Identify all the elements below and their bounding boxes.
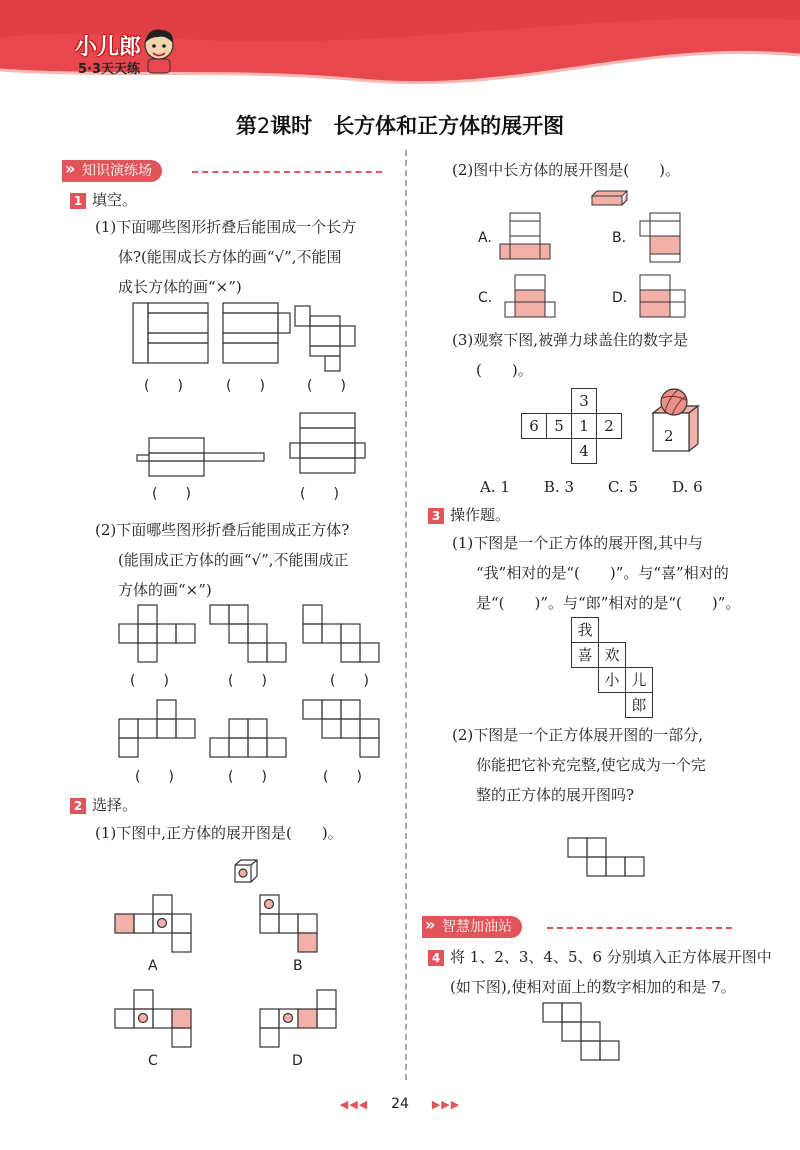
q2-cuboid-icon <box>590 188 630 208</box>
q2-cube-icon <box>232 857 260 885</box>
q2-part1-text: (1)下图中,正方体的展开图是( )。 <box>95 824 343 842</box>
cuboid-choice-a <box>500 213 550 259</box>
choice-net-a <box>115 895 191 952</box>
q2-part3-text: (3)观察下图,被弹力球盖住的数字是 ( )。 <box>452 331 689 379</box>
column-divider <box>405 150 407 1080</box>
cube-net-a <box>119 605 195 662</box>
digit-cell: 6 <box>521 413 547 439</box>
q1-part2-text: (2)下面哪些图形折叠后能围成正方体? (能围成正方体的画“√”,不能围成正 方体的画“×”) <box>95 521 350 599</box>
cuboid-net-4 <box>137 438 264 476</box>
q1-answer-blank[interactable]: ( ) <box>135 769 174 785</box>
choice-net-b <box>260 895 317 952</box>
cuboid-net-1 <box>133 303 208 363</box>
choice-net-c <box>115 990 191 1047</box>
char-net <box>571 617 671 717</box>
cuboid-choice-label-a: A. <box>478 230 492 246</box>
cuboid-net-2 <box>223 303 290 363</box>
cuboid-choice-label-b: B. <box>612 230 627 246</box>
char-cell: 小 <box>598 667 626 693</box>
digit-cell: 3 <box>571 388 597 414</box>
choice-label-a: A <box>148 958 158 974</box>
logo-sub: 5·3天天练 <box>78 62 141 77</box>
q3-part2-text: (2)下图是一个正方体展开图的一部分, 你能把它补充完整,使它成为一个完 整的正方体的展开图吗? <box>452 726 706 804</box>
q2-part2-text: (2)图中长方体的展开图是( )。 <box>452 161 680 179</box>
partial-cube-net <box>565 835 650 880</box>
q2-choice-nets <box>110 890 350 1060</box>
cube-net-d <box>119 700 195 757</box>
char-cell: 喜 <box>571 642 599 668</box>
cube-net-e <box>210 719 286 757</box>
q2-cuboid-nets <box>495 210 695 320</box>
q1-answer-blank[interactable]: ( ) <box>144 378 183 394</box>
q4-cube-net <box>540 1000 630 1065</box>
q1-answer-blank[interactable]: ( ) <box>130 673 169 689</box>
q1-answer-blank[interactable]: ( ) <box>228 769 267 785</box>
cuboid-choice-label-d: D. <box>612 290 628 306</box>
q1-answer-blank[interactable]: ( ) <box>152 486 191 502</box>
cuboid-net-5 <box>290 413 365 473</box>
char-cell: 郎 <box>625 692 653 718</box>
q2-part3-choices: A. 1 B. 3 C. 5 D. 6 <box>480 478 703 496</box>
char-cell: 我 <box>571 617 599 643</box>
q4-text: 4 将 1、2、3、4、5、6 分别填入正方体展开图中 (如下图),使相对面上的数字相加的和是 7。 <box>428 942 772 1002</box>
q1-answer-blank[interactable]: ( ) <box>307 378 346 394</box>
q1-heading: 1 填空。 <box>70 185 137 215</box>
choice-label-d: D <box>292 1053 303 1069</box>
digit-cell: 2 <box>596 413 622 439</box>
cube-with-ball <box>648 386 708 456</box>
logo-main: 小儿郎 <box>75 35 142 60</box>
char-cell: 儿 <box>625 667 653 693</box>
cube-net-f <box>303 700 379 757</box>
choice-label-c: C <box>148 1053 158 1069</box>
choice-label-b: B <box>293 958 303 974</box>
q2-heading: 2 选择。 <box>70 790 137 820</box>
page-number: ◀◀◀ 24 ▶▶▶ <box>339 1096 461 1112</box>
digit-cell: 1 <box>571 413 597 439</box>
q1-answer-blank[interactable]: ( ) <box>300 486 339 502</box>
digit-cell: 4 <box>571 438 597 464</box>
section-banner-practice: » 知识演练场 <box>62 160 387 182</box>
cube-net-c <box>303 605 379 662</box>
cuboid-net-3 <box>295 306 355 371</box>
q1-answer-blank[interactable]: ( ) <box>228 673 267 689</box>
cube-face-digit: 2 <box>664 427 674 445</box>
q1-part1-text: (1)下面哪些图形折叠后能围成一个长方 体?(能围成长方体的画“√”,不能围 成长方体的画“×”) <box>95 218 357 296</box>
cube-net-b <box>210 605 286 662</box>
choice-net-d <box>260 990 336 1047</box>
cuboid-choice-b <box>640 213 680 262</box>
section-banner-wisdom: » 智慧加油站 <box>422 916 742 938</box>
cuboid-choice-c <box>505 275 555 317</box>
q1-cuboid-nets <box>125 298 385 498</box>
q3-heading: 3 操作题。 <box>428 500 510 530</box>
cuboid-choice-d <box>640 275 685 317</box>
cuboid-choice-label-c: C. <box>478 290 493 306</box>
q1-answer-blank[interactable]: ( ) <box>226 378 265 394</box>
page-title: 第2课时 长方体和正方体的展开图 <box>235 114 565 138</box>
q3-part1-text: (1)下图是一个正方体的展开图,其中与 “我”相对的是“( )”。与“喜”相对的 是“( )”。与“郎”相对的是“( )”。 <box>452 534 741 612</box>
digit-net <box>519 388 629 468</box>
digit-cell: 5 <box>546 413 572 439</box>
char-cell: 欢 <box>598 642 626 668</box>
q1-answer-blank[interactable]: ( ) <box>323 769 362 785</box>
mascot-icon <box>138 25 180 75</box>
q1-answer-blank[interactable]: ( ) <box>330 673 369 689</box>
